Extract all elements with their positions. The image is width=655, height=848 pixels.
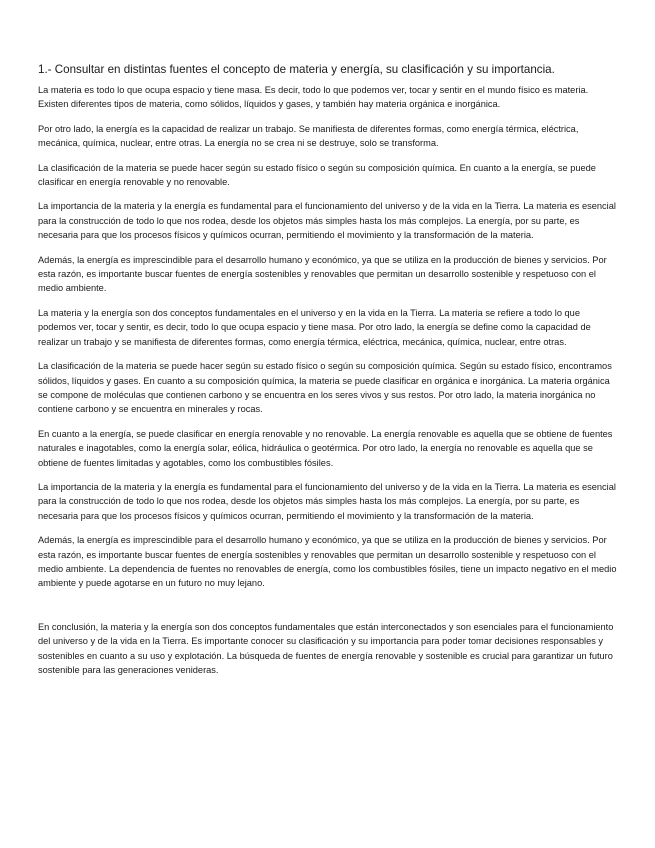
paragraph-materia-definition: La materia es todo lo que ocupa espacio y tiene masa. Es decir, todo lo que podemos ver, tocar y sentir en el mundo físico es materia. Existen diferentes tipos de materia, como sólidos, líquidos y gases, y también hay materia orgánica e inorgánica. <box>38 85 589 110</box>
paragraph-clasificacion-materia: La clasificación de la materia se puede hacer según su estado físico o según su composición química. Según su estado físico, encontramos sólidos, líquidos y gases. En cuanto a su composición química, la materia se puede clasificar en orgánica e inorgánica. La materia orgánica se compone de moléculas que contienen carbono y se encuentra en los seres vivos y sus restos. Por otro lado, la materia inorgánica no contiene carbono y se encuentra en minerales y rocas. <box>38 361 612 415</box>
paragraph-clasificacion: La clasificación de la materia se puede hacer según su estado físico o según su composición química. En cuanto a la energía, se puede clasificar en energía renovable y no renovable. <box>38 162 596 188</box>
paragraph-desarrollo: Además, la energía es imprescindible para el desarrollo humano y económico, ya que se utiliza en la producción de bienes y servicios. Por esta razón, es importante buscar fuentes de energía sostenibles y renovables que permitan un desarrollo sostenible y respetuoso con el medio ambiente. <box>38 254 607 294</box>
paragraph-importancia: La importancia de la materia y la energía es fundamental para el funcionamiento del universo y de la vida en la Tierra. La materia es esencial para la construcción de todo lo que nos rodea, desde los objetos más simples hasta los más complejos. La energía, por su parte, es necesaria para que los procesos físicos y químicos ocurran, permitiendo el movimiento y la transformación de la materia. <box>38 201 616 241</box>
paragraph-desarrollo-2: Además, la energía es imprescindible para el desarrollo humano y económico, ya que se utiliza en la producción de bienes y servicios. Por esta razón, es importante buscar fuentes de energía sostenibles y renovables que permitan un desarrollo sostenible y respetuoso con el medio ambiente. La dependencia de fuentes no renovables de energía, como los combustibles fósiles, tiene un impacto negativo en el medio ambiente y puede agotarse en un futuro no muy lejano. <box>38 535 617 589</box>
paragraph-energia-definition: Por otro lado, la energía es la capacidad de realizar un trabajo. Se manifiesta de diferentes formas, como energía térmica, eléctrica, mecánica, química, nuclear, entre otras. La energía no se crea ni se destruye, solo se transforma. <box>38 123 579 149</box>
paragraph-clasificacion-energia: En cuanto a la energía, se puede clasificar en energía renovable y no renovable. La energía renovable es aquella que se obtiene de fuentes naturales e inagotables, como la energía solar, eólica, hidráulica o geotérmica. Por otro lado, la energía no renovable es aquella que se obtiene de fuentes limitadas y agotables, como los combustibles fósiles. <box>38 428 613 468</box>
document-body <box>38 62 618 687</box>
paragraph-importancia-2: La importancia de la materia y la energía es fundamental para el funcionamiento del universo y de la vida en la Tierra. La materia es esencial para la construcción de todo lo que nos rodea, desde los objetos más simples hasta los más complejos. La energía, por su parte, es necesaria para que los procesos físicos y químicos ocurran, permitiendo el movimiento y la transformación de la materia. <box>38 481 616 521</box>
paragraph-conceptos-fundamentales: La materia y la energía son dos conceptos fundamentales en el universo y en la vida en la Tierra. La materia se refiere a todo lo que podemos ver, tocar y sentir, es decir, todo lo que ocupa espacio y tiene masa. Por otro lado, la energía se define como la capacidad de realizar un trabajo y se manifiesta de diferentes formas, como energía térmica, eléctrica, mecánica, química, nuclear, entre otras. <box>38 307 591 347</box>
question-heading: 1.- Consultar en distintas fuentes el concepto de materia y energía, su clasificación y su importancia. <box>38 63 555 76</box>
paragraph-conclusion: En conclusión, la materia y la energía son dos conceptos fundamentales que están interconectados y son esenciales para el funcionamiento del universo y de la vida en la Tierra. Es importante conocer su clasificación y su importancia para poder tomar decisiones responsables y sostenibles en cuanto a su uso y explotación. La búsqueda de fuentes de energía renovable y sostenible es crucial para garantizar un futuro sostenible para las generaciones venideras. <box>38 621 614 675</box>
paragraph-gap <box>38 601 618 620</box>
